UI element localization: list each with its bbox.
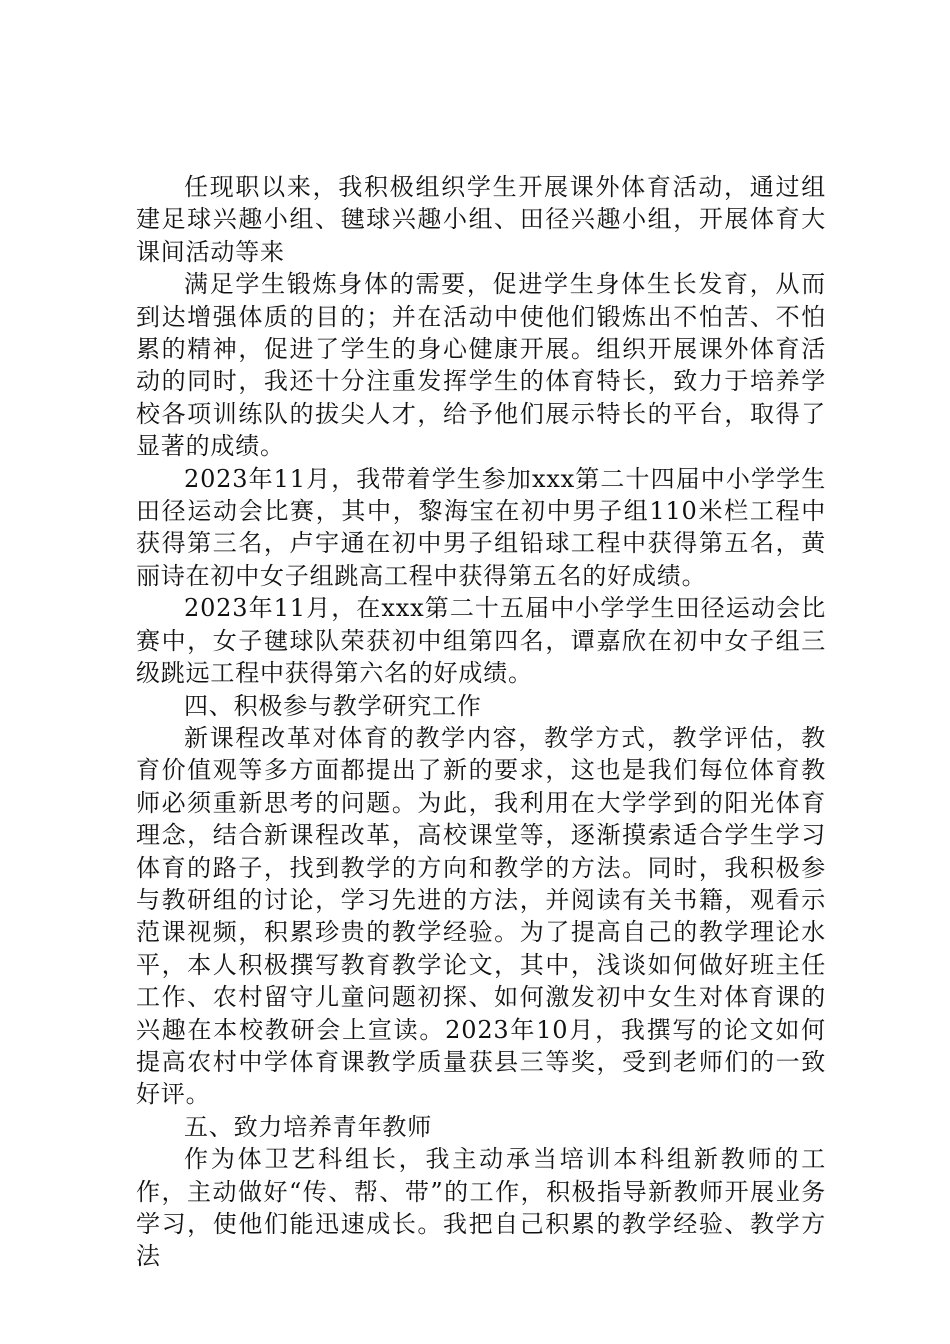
paragraph-competition-24th: 2023年11月，我带着学生参加xxx第二十四届中小学学生田径运动会比赛，其中，黎海宝在初中男子组110米栏工程中获得第三名，卢宇通在初中男子组铅球工程中获得第五名，黄丽诗在初中女子组跳高工程中获得第五名的好成绩。 [136, 464, 826, 590]
section-heading-teaching-research: 四、积极参与教学研究工作 [184, 691, 482, 720]
document-body [136, 171, 826, 1273]
paragraph-teaching-research: 新课程改革对体育的教学内容，教学方式，教学评估，教育价值观等多方面都提出了新的要求，这也是我们每位体育教师必须重新思考的问题。为此，我利用在大学学到的阳光体育理念，结合新课程改革，高校课堂等，逐渐摸索适合学生学习体育的路子，找到教学的方向和教学的方法。同时，我积极参与教研组的讨论，学习先进的方法，并阅读有关书籍，观看示范课视频，积累珍贵的教学经验。为了提高自己的教学理论水平，本人积极撰写教育教学论文，其中，浅谈如何做好班主任工作、农村留守儿童问题初探、如何激发初中女生对体育课的兴趣在本校教研会上宣读。2023年10月，我撰写的论文如何提高农村中学体育课教学质量获县三等奖，受到老师们的一致好评。 [136, 723, 826, 1109]
paragraph-young-teachers: 作为体卫艺科组长，我主动承当培训本科组新教师的工作，主动做好“传、帮、带”的工作，积极指导新教师开展业务学习，使他们能迅速成长。我把自己积累的教学经验、教学方法 [136, 1145, 826, 1271]
paragraph-activities-results: 满足学生锻炼身体的需要，促进学生身体生长发育，从而到达增强体质的目的；并在活动中使他们锻炼出不怕苦、不怕累的精神，促进了学生的身心健康开展。组织开展课外体育活动的同时，我还十分注重发挥学生的体育特长，致力于培养学校各项训练队的拔尖人才，给予他们展示特长的平台，取得了显著的成绩。 [136, 270, 826, 461]
paragraph-activities-intro: 任现职以来，我积极组织学生开展课外体育活动，通过组建足球兴趣小组、毽球兴趣小组、田径兴趣小组，开展体育大课间活动等来 [136, 173, 826, 266]
paragraph-competition-25th: 2023年11月，在xxx第二十五届中小学学生田径运动会比赛中，女子毽球队荣获初中组第四名，谭嘉欣在初中女子组三级跳远工程中获得第六名的好成绩。 [136, 594, 826, 688]
section-heading-young-teachers: 五、致力培养青年教师 [184, 1112, 432, 1141]
